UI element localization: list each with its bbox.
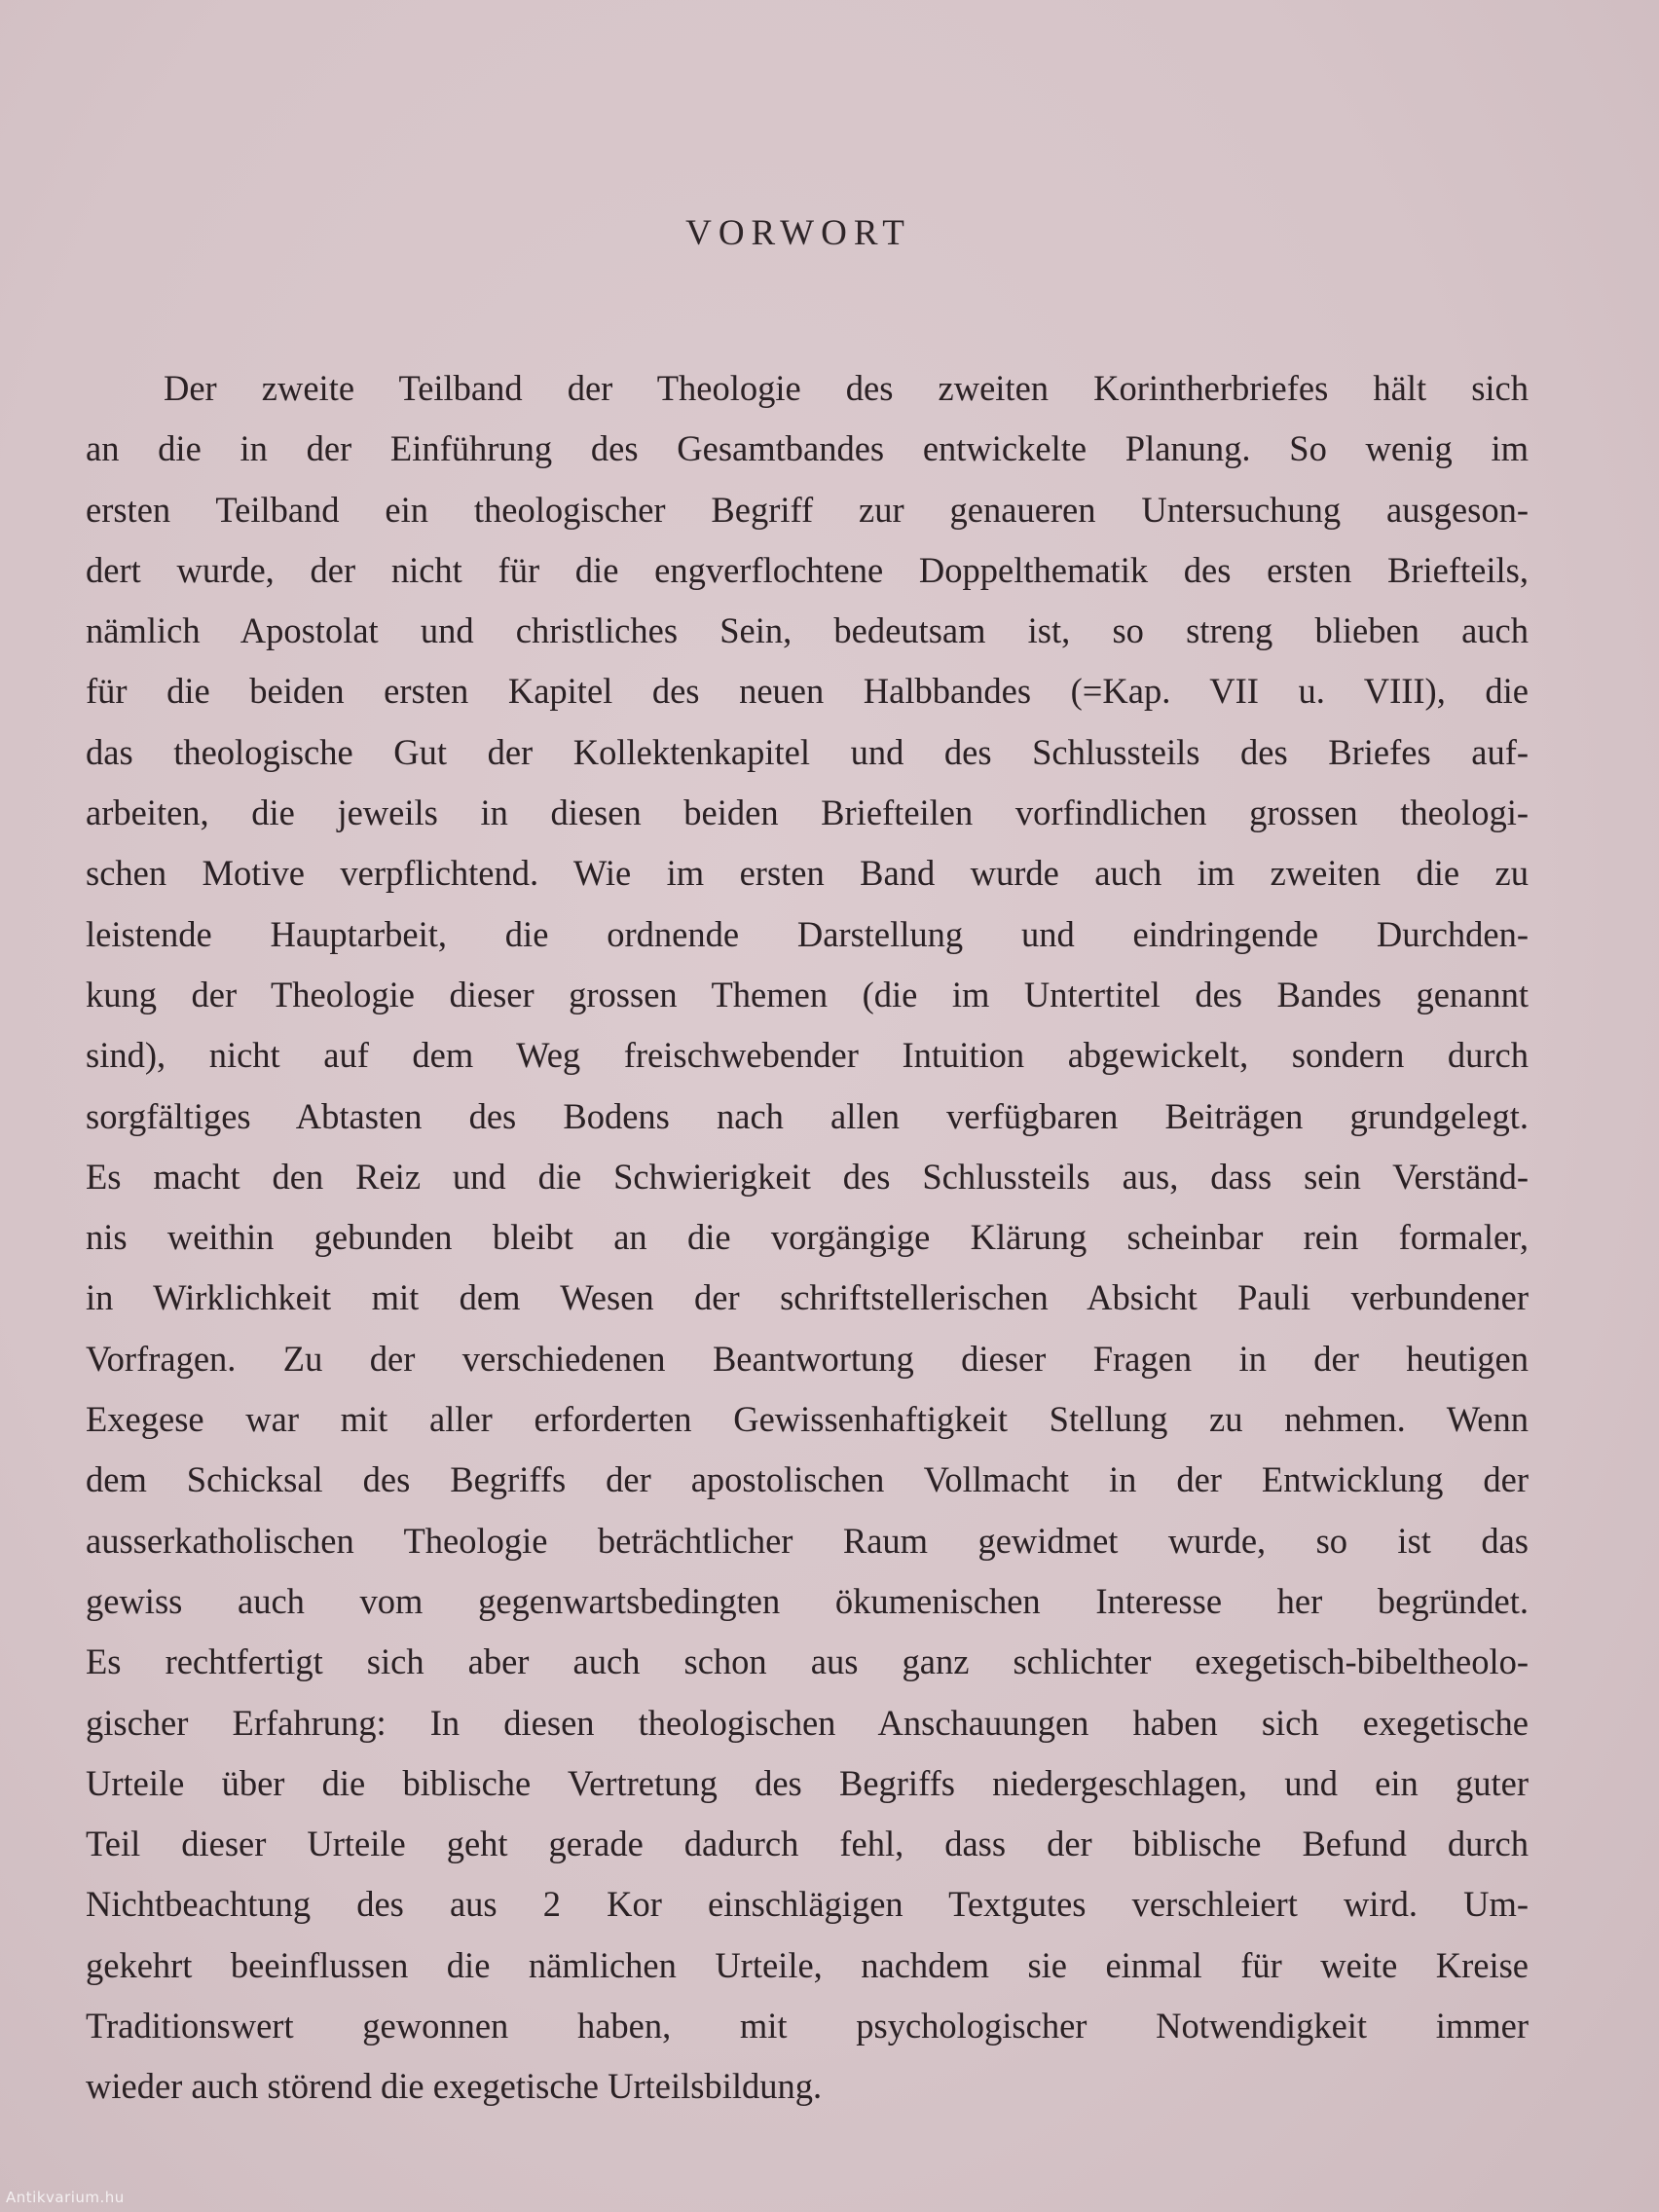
foreword-paragraph	[86, 358, 1529, 2118]
text-line: gekehrt beeinflussen die nämlichen Urteile, nachdem sie einmal für weite Kreise	[86, 1944, 1529, 1985]
text-line: Der zweite Teilband der Theologie des zweiten Korintherbriefes hält sich	[164, 368, 1529, 408]
text-line: an die in der Einführung des Gesamtbandes entwickelte Planung. So wenig im	[86, 428, 1529, 469]
text-line: ersten Teilband ein theologischer Begriff zur genaueren Untersuchung ausgeson-	[86, 489, 1529, 530]
text-line: Vorfragen. Zu der verschiedenen Beantwortung dieser Fragen in der heutigen	[86, 1338, 1529, 1379]
watermark: Antikvarium.hu	[6, 2189, 125, 2206]
text-line: Es macht den Reiz und die Schwierigkeit des Schlussteils aus, dass sein Verständ-	[86, 1156, 1529, 1197]
text-line: wieder auch störend die exegetische Urteilsbildung.	[86, 2066, 823, 2107]
text-line: dem Schicksal des Begriffs der apostolischen Vollmacht in der Entwicklung der	[86, 1459, 1529, 1500]
text-line: leistende Hauptarbeit, die ordnende Darstellung und eindringende Durchden-	[86, 913, 1529, 954]
text-line: sorgfältiges Abtasten des Bodens nach allen verfügbaren Beiträgen grundgelegt.	[86, 1095, 1529, 1136]
text-line: nis weithin gebunden bleibt an die vorgängige Klärung scheinbar rein formaler,	[86, 1217, 1529, 1258]
text-line: arbeiten, die jeweils in diesen beiden Briefteilen vorfindlichen grossen theologi-	[86, 793, 1529, 833]
page-heading: VORWORT	[685, 213, 911, 253]
text-line: kung der Theologie dieser grossen Themen (die im Untertitel des Bandes genannt	[86, 974, 1529, 1014]
text-line: schen Motive verpflichtend. Wie im ersten Band wurde auch im zweiten die zu	[86, 853, 1529, 894]
text-line: dert wurde, der nicht für die engverflochtene Doppelthematik des ersten Briefteils,	[86, 549, 1529, 590]
text-line: Urteile über die biblische Vertretung des Begriffs niedergeschlagen, und ein guter	[86, 1762, 1529, 1803]
text-line: Traditionswert gewonnen haben, mit psychologischer Notwendigkeit immer	[86, 2006, 1529, 2046]
text-line: für die beiden ersten Kapitel des neuen Halbbandes (=Kap. VII u. VIII), die	[86, 671, 1529, 712]
text-line: sind), nicht auf dem Weg freischwebender Intuition abgewickelt, sondern durch	[86, 1035, 1529, 1076]
text-line: Exegese war mit aller erforderten Gewissenhaftigkeit Stellung zu nehmen. Wenn	[86, 1399, 1529, 1440]
text-line: nämlich Apostolat und christliches Sein, bedeutsam ist, so streng blieben auch	[86, 610, 1529, 651]
text-line: gischer Erfahrung: In diesen theologischen Anschauungen haben sich exegetische	[86, 1702, 1529, 1743]
text-line: Nichtbeachtung des aus 2 Kor einschlägigen Textgutes verschleiert wird. Um-	[86, 1884, 1529, 1925]
text-line: in Wirklichkeit mit dem Wesen der schriftstellerischen Absicht Pauli verbundener	[86, 1277, 1529, 1318]
text-line: ausserkatholischen Theologie beträchtlicher Raum gewidmet wurde, so ist das	[86, 1520, 1529, 1561]
text-line: das theologische Gut der Kollektenkapitel und des Schlussteils des Briefes auf-	[86, 731, 1529, 772]
text-line: Es rechtfertigt sich aber auch schon aus ganz schlichter exegetisch-bibeltheolo-	[86, 1641, 1529, 1682]
text-line: Teil dieser Urteile geht gerade dadurch fehl, dass der biblische Befund durch	[86, 1824, 1529, 1864]
text-line: gewiss auch vom gegenwartsbedingten ökumenischen Interesse her begründet.	[86, 1580, 1529, 1621]
